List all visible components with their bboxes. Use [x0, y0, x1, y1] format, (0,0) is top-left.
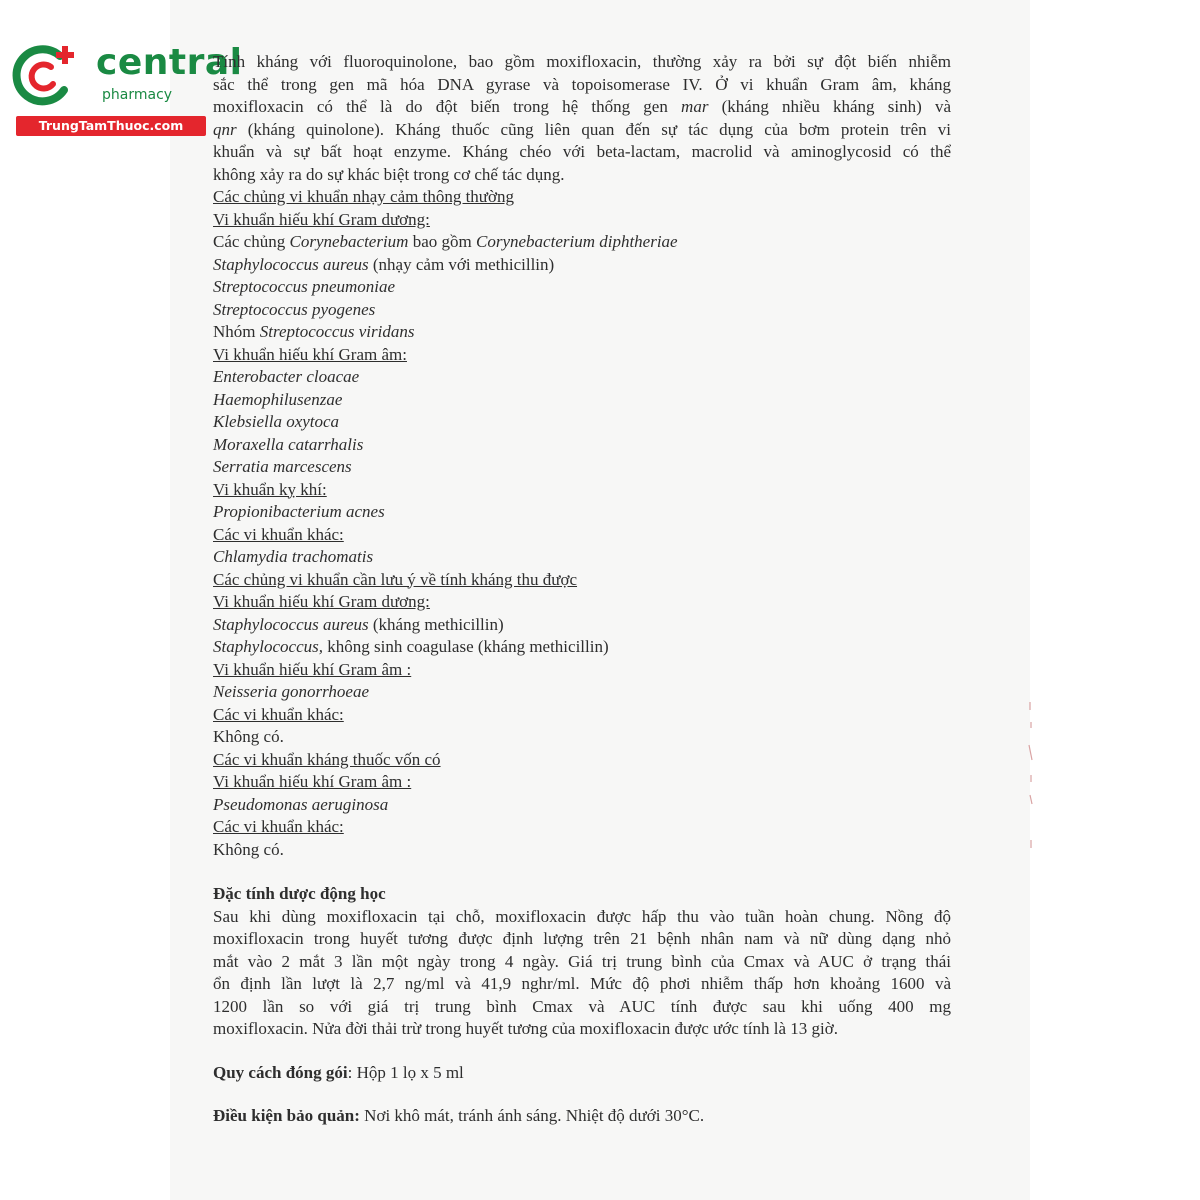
bacteria-item: Các chủng Corynebacterium bao gồm Corynebacterium diphtheriae [213, 232, 678, 251]
central-pharmacy-logo [10, 38, 243, 138]
sensitive-anaerobic-heading: Vi khuẩn kỵ khí: [213, 479, 327, 499]
packaging-value: : Hộp 1 lọ x 5 ml [347, 1062, 464, 1082]
intrinsic-other-heading: Các vi khuẩn khác: [213, 817, 344, 836]
sensitive-heading: Các chủng vi khuẩn nhạy cảm thông thường [213, 187, 515, 206]
pk-line: mắt vào 2 mắt 3 lần một ngày trong 4 ngày. Giá trị trung bình của Cmax và AUC ở trạng thái [213, 951, 951, 971]
pharmacokinetics-heading: Đặc tính dược động học [213, 884, 386, 903]
bacteria-item: Không có. [213, 839, 284, 859]
bacteria-item: Staphylococcus aureus (kháng methicillin) [213, 614, 504, 634]
logo-banner: TrungTamThuoc.com [16, 116, 206, 136]
bacteria-item: Streptococcus pneumoniae [213, 277, 396, 296]
resistance-intro [213, 51, 951, 186]
document-body [213, 51, 951, 1128]
bacteria-item: Không có. [213, 727, 284, 746]
bacteria-item: Staphylococcus, không sinh coagulase (kháng methicillin) [213, 637, 609, 656]
sensitive-gram-pos-heading: Vi khuẩn hiếu khí Gram dương: [213, 209, 430, 229]
pk-line: moxifloxacin trong huyết tương được định lượng trên 21 bệnh nhân nam và nữ dùng dạng nhỏ [213, 929, 951, 948]
storage-value: Nơi khô mát, tránh ánh sáng. Nhiệt độ dưới 30°C. [359, 1106, 705, 1125]
acquired-gram-neg-heading: Vi khuẩn hiếu khí Gram âm : [213, 659, 412, 679]
bacteria-item: Staphylococcus aureus (nhạy cảm với methicillin) [213, 254, 555, 274]
bacteria-item: Klebsiella oxytoca [213, 412, 340, 431]
storage-line [213, 1105, 951, 1128]
intro-line: moxifloxacin có thể là do đột biến trong hệ thống gen mar (kháng nhiều kháng sinh) và [213, 97, 951, 116]
bacteria-item: Moraxella catarrhalis [213, 434, 364, 454]
bacteria-item: Streptococcus pyogenes [213, 299, 376, 319]
pk-line: 1200 lần so với giá trị trung bình Cmax và AUC tính được sau khi uống 400 mg [213, 996, 951, 1016]
pk-line: ổn định lần lượt là 2,7 ng/ml và 41,9 nghr/ml. Mức độ phơi nhiễm thấp hơn khoảng 1600 và [213, 974, 951, 993]
bacteria-item: Serratia marcescens [213, 457, 352, 476]
logo-c-plus-icon [10, 40, 80, 110]
acquired-heading: Các chủng vi khuẩn cần lưu ý về tính kháng thu được [213, 569, 578, 589]
pk-line: moxifloxacin. Nửa đời thải trừ trong huyết tương của moxifloxacin được ước tính là 13 giờ. [213, 1019, 838, 1038]
pk-line: Sau khi dùng moxifloxacin tại chỗ, moxifloxacin được hấp thu vào tuần hoàn chung. Nồng độ [213, 906, 951, 926]
storage-label: Điều kiện bảo quản: [213, 1106, 360, 1125]
bacteria-item: Pseudomonas aeruginosa [213, 794, 389, 814]
pharmacokinetics-text [213, 906, 951, 1041]
sensitive-gram-neg-heading: Vi khuẩn hiếu khí Gram âm: [213, 344, 407, 364]
intrinsic-heading: Các vi khuẩn kháng thuốc vốn có [213, 749, 441, 769]
packaging-label: Quy cách đóng gói [213, 1062, 348, 1082]
packaging-line [213, 1062, 951, 1085]
logo-name: central [96, 42, 243, 83]
sensitive-other-heading: Các vi khuẩn khác: [213, 524, 344, 544]
bacteria-item: Nhóm Streptococcus viridans [213, 322, 415, 341]
scan-edge-mark [1026, 700, 1036, 850]
intro-line: sắc thể trong gen mã hóa DNA gyrase và topoisomerase IV. Ở vi khuẩn Gram âm, kháng [213, 74, 951, 94]
intro-line: không xảy ra do sự khác biệt trong cơ chế tác dụng. [213, 164, 565, 184]
acquired-other-heading: Các vi khuẩn khác: [213, 704, 344, 724]
logo-subtitle: pharmacy [102, 87, 173, 103]
intro-line: Tính kháng với fluoroquinolone, bao gồm moxifloxacin, thường xảy ra bởi sự đột biến nhiễm [213, 52, 951, 71]
intro-line: khuẩn và sự bất hoạt enzyme. Kháng chéo với beta-lactam, macrolid và aminoglycosid có thể [213, 142, 951, 161]
acquired-gram-pos-heading: Vi khuẩn hiếu khí Gram dương: [213, 592, 430, 611]
bacteria-item: Enterobacter cloacae [213, 367, 360, 386]
bacteria-item: Propionibacterium acnes [213, 502, 385, 521]
intrinsic-gram-neg-heading: Vi khuẩn hiếu khí Gram âm : [213, 772, 412, 791]
intro-line: qnr (kháng quinolone). Kháng thuốc cũng liên quan đến sự tác dụng của bơm protein trên vi [213, 119, 951, 139]
bacteria-item: Neisseria gonorrhoeae [213, 682, 369, 701]
bacteria-item: Haemophilusenzae [213, 389, 343, 409]
bacteria-item: Chlamydia trachomatis [213, 547, 374, 566]
